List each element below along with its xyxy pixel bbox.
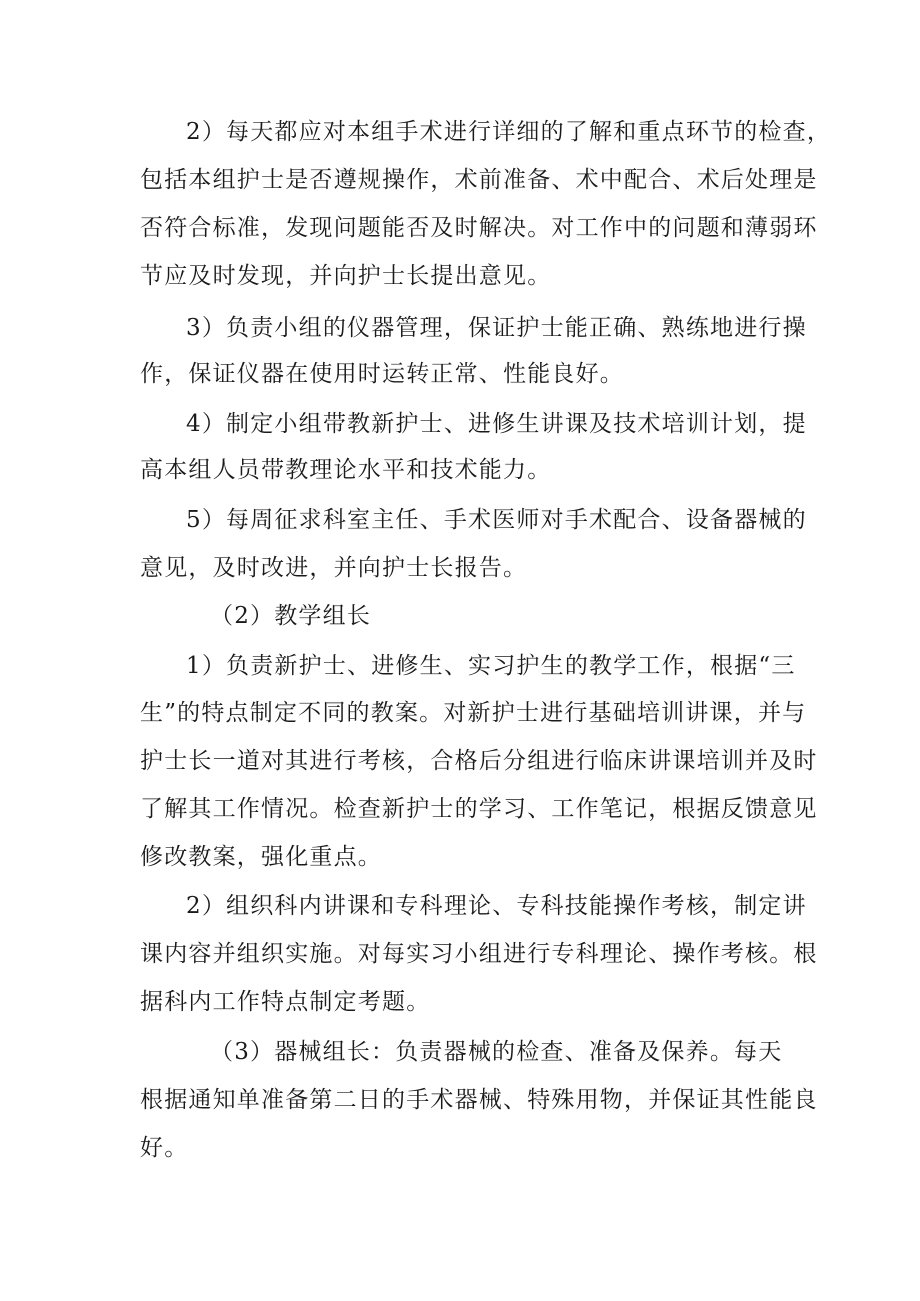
paragraph-line: 节应及时发现，并向护士长提出意见。	[140, 263, 552, 289]
paragraph-line: 1）负责新护士、进修生、实习护生的教学工作，根据“三	[186, 653, 796, 679]
paragraph-line: 意见，及时改进，并向护士长报告。	[140, 555, 528, 581]
paragraph-line: 作，保证仪器在使用时运转正常、性能良好。	[140, 361, 624, 387]
paragraph-line: 2）组织科内讲课和专科理论、专科技能操作考核，制定讲	[186, 893, 807, 919]
paragraph-line: 3）负责小组的仪器管理，保证护士能正确、熟练地进行操	[186, 315, 807, 341]
paragraph-line: 包括本组护士是否遵规操作，术前准备、术中配合、术后处理是	[140, 167, 818, 193]
paragraph-line: 高本组人员带教理论水平和技术能力。	[140, 457, 552, 483]
paragraph-line: 2）每天都应对本组手术进行详细的了解和重点环节的检查，	[186, 119, 832, 145]
paragraph-line: 课内容并组织实施。对每实习小组进行专科理论、操作考核。根	[140, 941, 818, 967]
paragraph-line: 了解其工作情况。检查新护士的学习、工作笔记，根据反馈意见	[140, 796, 818, 822]
paragraph-line: 护士长一道对其进行考核，合格后分组进行临床讲课培训并及时	[140, 748, 818, 774]
paragraph-line: 4）制定小组带教新护士、进修生讲课及技术培训计划，提	[186, 411, 807, 437]
paragraph-line: 5）每周征求科室主任、手术医师对手术配合、设备器械的	[186, 507, 807, 533]
paragraph-line: 好。	[140, 1135, 189, 1161]
paragraph-line: 据科内工作特点制定考题。	[140, 989, 431, 1015]
paragraph-line: 生”的特点制定不同的教案。对新护士进行基础培训讲课，并与	[140, 700, 807, 726]
section-heading: （3）器械组长：负责器械的检查、准备及保养。每天	[210, 1039, 783, 1065]
paragraph-line: 否符合标准，发现问题能否及时解决。对工作中的问题和薄弱环	[140, 215, 818, 241]
section-heading: （2）教学组长	[210, 603, 372, 629]
paragraph-line: 根据通知单准备第二日的手术器械、特殊用物，并保证其性能良	[140, 1087, 818, 1113]
paragraph-line: 修改教案，强化重点。	[140, 844, 382, 870]
